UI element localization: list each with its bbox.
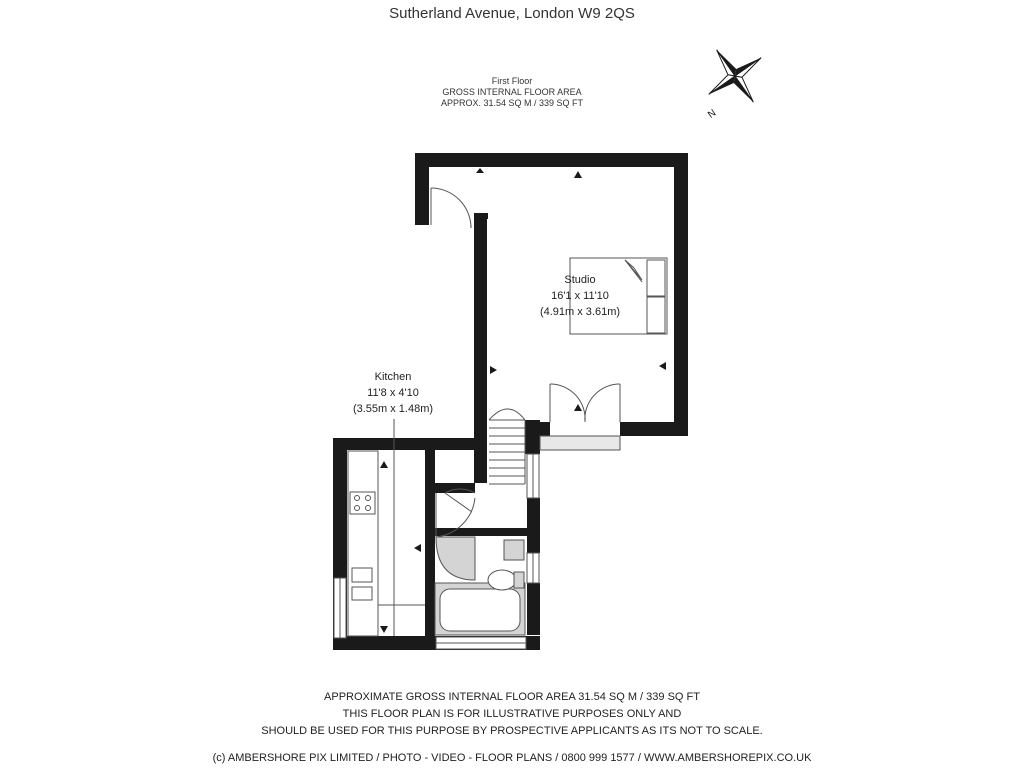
kitchen-imperial: 11'8 x 4'10 <box>367 387 419 399</box>
area-heading: GROSS INTERNAL FLOOR AREA <box>442 87 582 97</box>
disclaimer <box>0 689 1024 740</box>
studio-label <box>520 272 640 320</box>
disclaimer-line-3: SHOULD BE USED FOR THIS PURPOSE BY PROSPECTIVE APPLICANTS AS ITS NOT TO SCALE. <box>261 725 763 737</box>
staircase <box>489 409 525 484</box>
entrance-door <box>431 188 471 228</box>
kitchen-label <box>333 369 453 417</box>
floor-name: First Floor <box>491 76 533 86</box>
plan-title: Sutherland Avenue, London W9 2QS <box>389 5 635 22</box>
disclaimer-line-1: APPROXIMATE GROSS INTERNAL FLOOR AREA 31.54 SQ M / 339 SQ FT <box>324 691 700 703</box>
studio-name: Studio <box>564 274 596 286</box>
kitchen-name: Kitchen <box>374 371 412 383</box>
credit-footer: (c) AMBERSHORE PIX LIMITED / PHOTO - VIDEO - FLOOR PLANS / 0800 999 1577 / WWW.AMBERSHOREPIX.CO.UK <box>212 752 812 764</box>
disclaimer-line-2: THIS FLOOR PLAN IS FOR ILLUSTRATIVE PURPOSES ONLY AND <box>342 708 682 720</box>
studio-metric: (4.91m x 3.61m) <box>539 306 621 318</box>
french-doors <box>550 384 620 422</box>
bathroom-door <box>436 493 475 580</box>
balcony <box>540 436 620 450</box>
compass-north-label: N <box>706 107 719 121</box>
area-value: APPROX. 31.54 SQ M / 339 SQ FT <box>440 98 584 108</box>
studio-imperial: 16'1 x 11'10 <box>551 290 609 302</box>
kitchen-units <box>348 419 425 636</box>
kitchen-metric: (3.55m x 1.48m) <box>352 403 434 415</box>
